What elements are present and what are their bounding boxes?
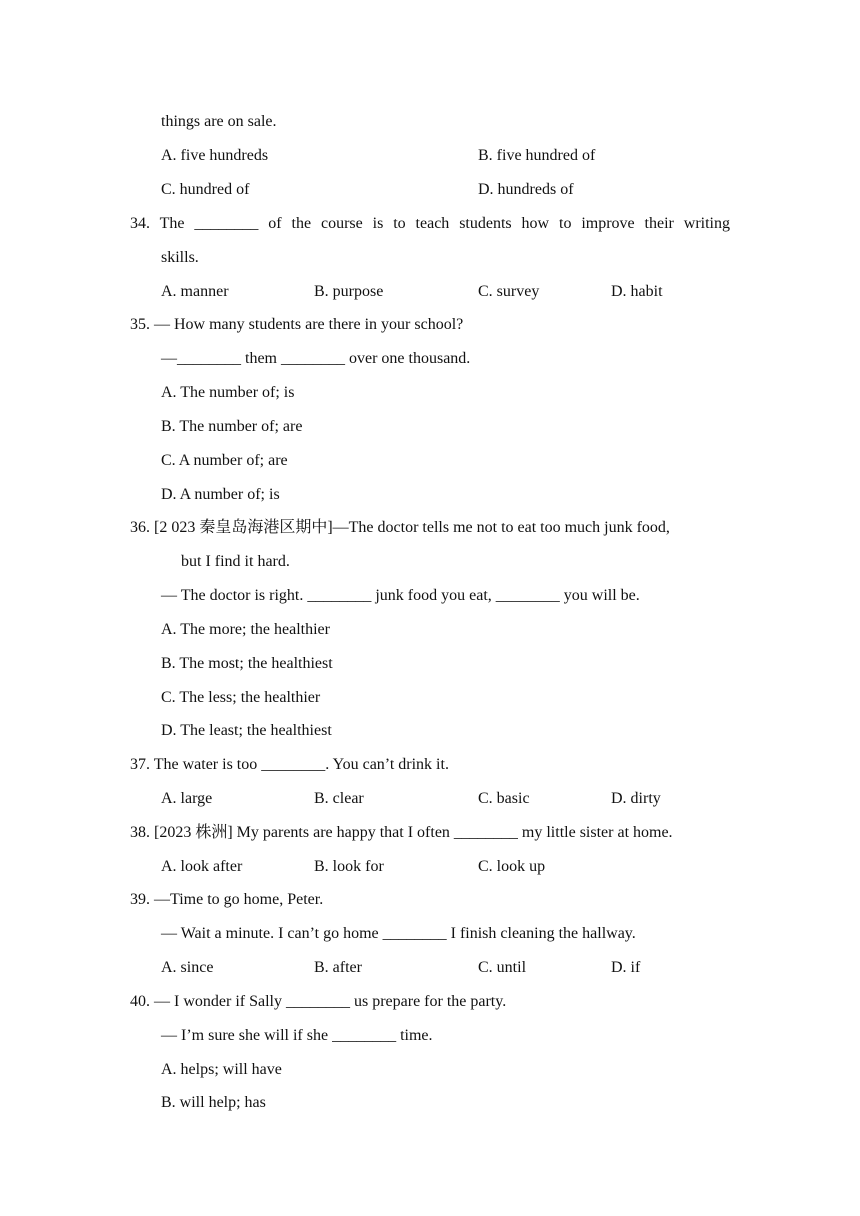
q35-stem: 35. — How many students are there in your school?: [130, 316, 464, 333]
q34-stem: 34. The ________ of the course is to teach students how to improve their writing: [130, 215, 730, 232]
q33-option-a: A. five hundreds: [161, 147, 269, 164]
q34-option-c: C. survey: [478, 283, 540, 300]
q35-reply: —________ them ________ over one thousand.: [161, 350, 471, 367]
q34-option-d: D. habit: [611, 283, 663, 300]
q38-option-a: A. look after: [161, 858, 243, 875]
q39-reply: — Wait a minute. I can’t go home ________ I finish cleaning the hallway.: [161, 925, 636, 942]
q34-stem-cont: skills.: [161, 249, 199, 266]
q38-option-b: B. look for: [314, 858, 384, 875]
q39-option-a: A. since: [161, 959, 214, 976]
q36-option-d: D. The least; the healthiest: [161, 722, 332, 739]
q36-reply: — The doctor is right. ________ junk food you eat, ________ you will be.: [161, 587, 640, 604]
q35-option-a: A. The number of; is: [161, 384, 295, 401]
q37-option-c: C. basic: [478, 790, 530, 807]
q33-option-b: B. five hundred of: [478, 147, 596, 164]
q36-option-a: A. The more; the healthier: [161, 621, 330, 638]
q37-option-a: A. large: [161, 790, 213, 807]
q33-stem-tail: things are on sale.: [161, 113, 277, 130]
q34-option-a: A. manner: [161, 283, 229, 300]
q40-option-a: A. helps; will have: [161, 1061, 282, 1078]
q35-option-d: D. A number of; is: [161, 486, 280, 503]
q33-option-d: D. hundreds of: [478, 181, 574, 198]
q36-stem-cont: but I find it hard.: [181, 553, 290, 570]
q33-option-c: C. hundred of: [161, 181, 250, 198]
q39-stem: 39. —Time to go home, Peter.: [130, 891, 324, 908]
q38-stem: 38. [2023 株洲] My parents are happy that I often ________ my little sister at home.: [130, 824, 673, 841]
q35-option-b: B. The number of; are: [161, 418, 303, 435]
q39-option-b: B. after: [314, 959, 362, 976]
q40-stem: 40. — I wonder if Sally ________ us prepare for the party.: [130, 993, 507, 1010]
q37-stem: 37. The water is too ________. You can’t drink it.: [130, 756, 449, 773]
q34-option-b: B. purpose: [314, 283, 384, 300]
q40-option-b: B. will help; has: [161, 1094, 266, 1111]
q38-option-c: C. look up: [478, 858, 546, 875]
q35-option-c: C. A number of; are: [161, 452, 288, 469]
q36-stem: 36. [2 023 秦皇岛海港区期中]—The doctor tells me not to eat too much junk food,: [130, 519, 670, 536]
q39-option-d: D. if: [611, 959, 641, 976]
q36-option-c: C. The less; the healthier: [161, 689, 321, 706]
q39-option-c: C. until: [478, 959, 527, 976]
q36-option-b: B. The most; the healthiest: [161, 655, 333, 672]
q37-option-d: D. dirty: [611, 790, 661, 807]
q40-reply: — I’m sure she will if she ________ time.: [161, 1027, 433, 1044]
q37-option-b: B. clear: [314, 790, 364, 807]
